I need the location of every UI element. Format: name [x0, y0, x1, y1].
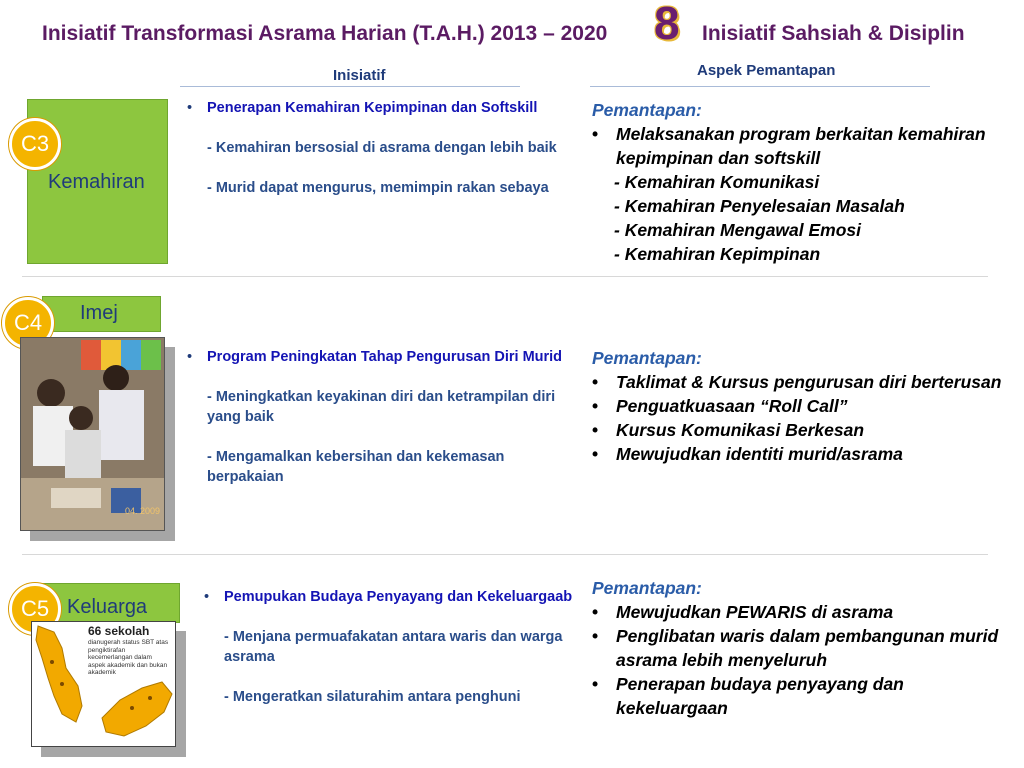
bullet-icon: •	[187, 100, 193, 116]
bullet-icon: •	[592, 674, 599, 694]
pemantapan-c3-item: • Melaksanakan program berkaitan kemahiran kepimpinan dan softskill	[592, 124, 986, 168]
students-photo-graphic	[21, 338, 164, 530]
pemantapan-c4	[592, 346, 1002, 466]
bullet-icon: •	[592, 124, 599, 144]
pemantapan-c3-head: Pemantapan:	[592, 100, 702, 120]
initiative-c3	[187, 98, 557, 198]
map-heading: 66 sekolah	[88, 624, 150, 638]
pemantapan-c3-dash: - Kemahiran Komunikasi	[614, 172, 820, 192]
imej-label: Imej	[80, 302, 118, 324]
bullet-icon: •	[592, 372, 599, 392]
initiative-c4	[187, 347, 572, 487]
page-title-right: Inisiatif Sahsiah & Disiplin	[702, 22, 965, 45]
bullet-icon: •	[187, 349, 193, 365]
bullet-icon: •	[204, 589, 210, 605]
pemantapan-c4-item: • Mewujudkan identiti murid/asrama	[592, 444, 903, 464]
c5-badge: C5	[9, 583, 61, 635]
map-caption: dianugerah status SBT atas pengiktirafan kecemerlangan dalam aspek akademik dan bukan akademik	[88, 639, 169, 676]
pemantapan-c5-head: Pemantapan:	[592, 578, 702, 598]
row-separator	[22, 554, 988, 555]
photo-date: 04. 2009	[124, 506, 160, 516]
initiative-c5-sub2: - Mengeratkan silaturahim antara penghuni	[224, 689, 521, 705]
pemantapan-c5-item: • Mewujudkan PEWARIS di asrama	[592, 602, 894, 622]
pemantapan-c4-item: • Penguatkuasaan “Roll Call”	[592, 396, 848, 416]
initiative-c5-main: Pemupukan Budaya Penyayang dan Kekeluargaab	[224, 589, 573, 605]
bullet-icon: •	[592, 396, 599, 416]
initiative-c5	[204, 587, 584, 707]
bullet-icon: •	[592, 420, 599, 440]
c3-badge: C3	[9, 118, 61, 170]
pemantapan-c5-item: • Penglibatan waris dalam pembangunan murid asrama lebih menyeluruh	[592, 626, 999, 670]
initiative-c4-sub2: - Mengamalkan kebersihan dan kekemasan berpakaian	[207, 449, 505, 485]
pemantapan-c3-dash: - Kemahiran Kepimpinan	[614, 244, 821, 264]
initiative-c4-main: Program Peningkatan Tahap Pengurusan Diri Murid	[207, 349, 563, 365]
pemantapan-c3	[592, 98, 1002, 266]
students-photo	[20, 337, 165, 531]
keluarga-label: Keluarga	[67, 596, 148, 618]
pemantapan-c4-head: Pemantapan:	[592, 348, 702, 368]
bullet-icon: •	[592, 626, 599, 646]
c4-badge: C4	[2, 297, 54, 349]
pemantapan-c3-dash: - Kemahiran Mengawal Emosi	[614, 220, 862, 240]
bullet-icon: •	[592, 602, 599, 622]
row-separator	[22, 276, 988, 277]
pemantapan-c3-dash: - Kemahiran Penyelesaian Masalah	[614, 196, 905, 216]
page-title: Inisiatif Transformasi Asrama Harian (T.A.H.) 2013 – 2020	[42, 22, 608, 45]
header-underline-right	[590, 86, 930, 87]
malaysia-map	[31, 621, 176, 747]
number-eight-badge: 8	[654, 0, 680, 49]
initiative-c3-sub2: - Murid dapat mengurus, memimpin rakan sebaya	[207, 180, 549, 196]
initiative-c4-sub1: - Meningkatkan keyakinan diri dan ketrampilan diri yang baik	[207, 389, 556, 425]
initiative-c5-sub1: - Menjana permuafakatan antara waris dan warga asrama	[224, 629, 563, 665]
initiative-c3-main: Penerapan Kemahiran Kepimpinan dan Softskill	[207, 100, 538, 116]
initiative-c3-sub1: - Kemahiran bersosial di asrama dengan lebih baik	[207, 140, 557, 156]
column-header-inisiatif: Inisiatif	[333, 67, 386, 84]
bullet-icon: •	[592, 444, 599, 464]
pemantapan-c4-item: • Kursus Komunikasi Berkesan	[592, 420, 865, 440]
column-header-aspek: Aspek Pemantapan	[697, 62, 836, 79]
pemantapan-c5-item: • Penerapan budaya penyayang dan kekeluargaan	[592, 674, 904, 718]
kemahiran-label: Kemahiran	[48, 171, 145, 193]
pemantapan-c4-item: • Taklimat & Kursus pengurusan diri berterusan	[592, 372, 1002, 392]
header-underline-left	[180, 86, 520, 87]
pemantapan-c5	[592, 576, 1002, 720]
